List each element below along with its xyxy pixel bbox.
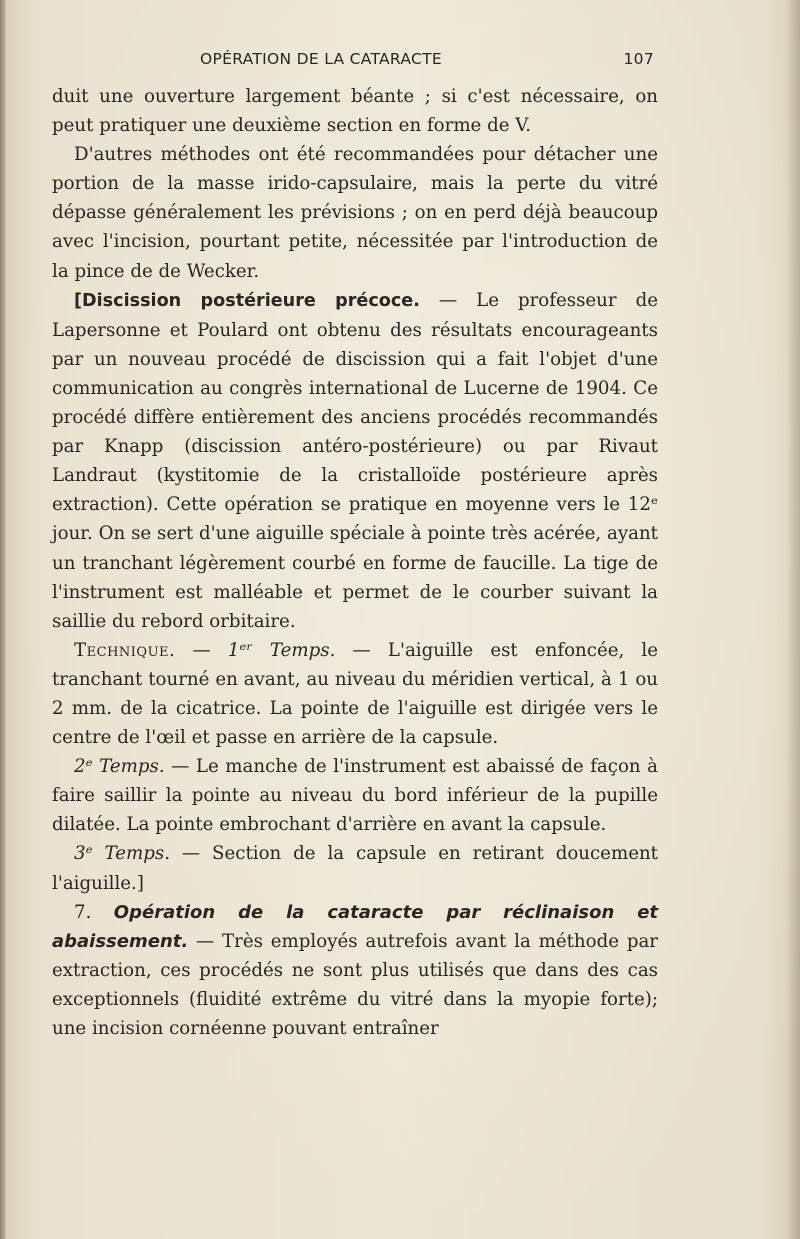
binding-edge [0, 0, 6, 1239]
section-number: 7. [74, 901, 114, 923]
step-2-body: — Le manche de l'instrument est abaissé de façon à faire saillir la pointe au niveau du bord inférieur de la pupille dilatée. La pointe embrochant d'arrière en avant la capsule. [52, 756, 658, 836]
section-heading-reclinaison: Opération de la cataracte par réclinaison et abaissement. [52, 901, 659, 952]
page-edge-shadow [786, 0, 800, 1239]
step-1-body: — L'aiguille est enfoncée, le tranchant tourné en avant, au niveau du méridien vertical, à 1 ou 2 mm. de la cicatrice. La pointe de l'aiguille est dirigée vers le centre de l'œil et passe en arrière de la capsule. [52, 639, 658, 749]
paragraph-reclinaison [52, 898, 658, 1043]
paragraph-continuation: duit une ouverture largement béante ; si c'est nécessaire, on peut pratiquer une deuxième section en forme de V. [52, 86, 658, 137]
step-1-label: 1ᵉʳ Temps. [227, 639, 336, 661]
paragraph-technique-step-1 [52, 636, 658, 752]
page-number: 107 [623, 50, 654, 68]
paragraph-discission [52, 286, 658, 636]
running-header [52, 50, 654, 72]
section-heading-discission: [Discission postérieure précoce. [74, 290, 420, 311]
step-2-label: 2ᵉ Temps. [74, 756, 165, 778]
paragraph-other-methods: D'autres méthodes ont été recommandées pour détacher une portion de la masse irido-capsulaire, mais la perte du vitré dépasse généralement les prévisions ; on en perd déjà beaucoup avec l'incision, pourtant petite, nécessitée par l'introduction de la pince de de Wecker. [52, 144, 658, 282]
paragraph-technique-step-2 [52, 752, 658, 839]
paragraph-discission-body: — Le professeur de Lapersonne et Poulard ont obtenu des résultats encourageants par un nouveau procédé de discission qui a fait l'objet d'une communication au congrès international de Lucerne de 1904. Ce procédé diffère entièrement des anciens procédés recommandés par Knapp (discission antéro-postérieure) ou par Rivaut Landraut (kystitomie de la cristalloïde postérieure après extraction). Cette opération se pratique en moyenne vers le 12ᵉ jour. On se sert d'une aiguille spéciale à pointe très acérée, ayant un tranchant légèrement courbé en forme de faucille. La tige de l'instrument est malléable et permet de le courber suivant la saillie du rebord orbitaire. [52, 289, 659, 632]
step-3-label: 3ᵉ Temps. [74, 843, 171, 865]
technique-label: Technique. [74, 639, 176, 661]
technique-separator: — [175, 639, 228, 661]
body-text [52, 82, 658, 1043]
paragraph-reclinaison-body: — Très employés autrefois avant la méthode par extraction, ces procédés ne sont plus utilisés que dans des cas exceptionnels (fluidité extrême du vitré dans la myopie forte); une incision cornéenne pouvant entraîner [52, 930, 658, 1039]
paragraph-technique-step-3 [52, 839, 658, 897]
step-3-body: — Section de la capsule en retirant doucement l'aiguille.] [52, 843, 658, 894]
running-title: OPÉRATION DE LA CATARACTE [200, 50, 442, 68]
